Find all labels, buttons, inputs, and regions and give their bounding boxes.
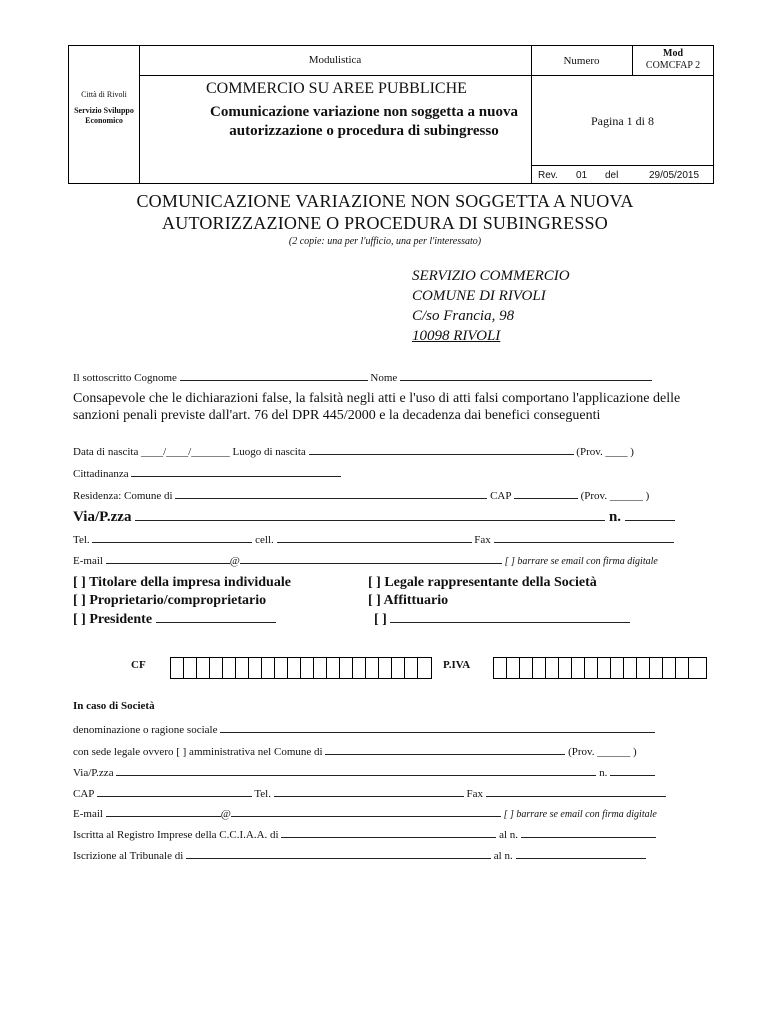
societa-email-domain-field[interactable] — [231, 805, 501, 817]
societa-email-row — [73, 805, 657, 820]
role-other-checkbox[interactable]: [ ] — [374, 612, 387, 627]
registro-label: Iscritta al Registro Imprese della C.C.I.A.A. di — [73, 829, 279, 841]
citizenship-field[interactable] — [131, 465, 341, 477]
email-domain-field[interactable] — [240, 552, 502, 564]
recipient-address — [412, 266, 570, 346]
mod-label: Mod — [663, 48, 683, 59]
cognome-label: Il sottoscritto Cognome — [73, 372, 177, 384]
societa-cap-field[interactable] — [97, 785, 252, 797]
document-header — [68, 45, 714, 184]
tribunale-number-label: al n. — [493, 850, 513, 862]
piva-input[interactable] — [493, 657, 707, 679]
piva-label: P.IVA — [443, 659, 471, 671]
registro-row — [73, 826, 656, 841]
fax-field[interactable] — [494, 531, 674, 543]
page-indicator: Pagina 1 di 8 — [591, 114, 654, 128]
divider — [139, 46, 140, 183]
societa-heading: In caso di Società — [73, 700, 155, 712]
birth-row — [73, 443, 634, 458]
nome-label: Nome — [370, 372, 398, 384]
societa-email-digital-note[interactable]: [ ] barrare se email con firma digitale — [503, 809, 657, 820]
cf-label: CF — [131, 659, 146, 671]
societa-number-label: n. — [599, 767, 608, 779]
tribunale-row — [73, 847, 646, 862]
copies-note: (2 copie: una per l'ufficio, una per l'interessato) — [288, 236, 482, 247]
address-line: SERVIZIO COMMERCIO — [412, 268, 570, 284]
main-title: COMUNICAZIONE VARIAZIONE NON SOGGETTA A NUOVA AUTORIZZAZIONE O PROCEDURA DI SUBINGRESSO — [136, 191, 634, 233]
street-number-field[interactable] — [625, 507, 675, 521]
societa-phone-row — [73, 785, 666, 800]
fax-label: Fax — [474, 534, 491, 546]
numero-label: Numero — [563, 55, 600, 67]
sede-label: con sede legale ovvero [ ] amministrativa nel Comune di — [73, 746, 323, 758]
cognome-field[interactable] — [180, 369, 368, 381]
mod-code: COMCFAP 2 — [645, 60, 701, 71]
sede-field[interactable] — [325, 743, 565, 755]
address-line: COMUNE DI RIVOLI — [412, 288, 546, 304]
registro-field[interactable] — [281, 826, 496, 838]
birth-prov: (Prov. ____ ) — [576, 446, 634, 458]
birth-label: Data di nascita ____/____/_______ Luogo di nascita — [73, 446, 306, 458]
role-proprietario-checkbox[interactable]: [ ] Proprietario/comproprietario — [73, 593, 267, 608]
citizenship-row — [73, 465, 341, 480]
department-name: Servizio Sviluppo Economico — [74, 106, 134, 125]
presidente-field[interactable] — [156, 610, 276, 623]
citizenship-label: Cittadinanza — [73, 468, 129, 480]
cap-field[interactable] — [514, 487, 578, 499]
societa-street-row — [73, 764, 655, 779]
societa-cap-label: CAP — [73, 788, 94, 800]
role-legale-checkbox[interactable]: [ ] Legale rappresentante della Società — [368, 575, 597, 590]
street-number-label: n. — [608, 509, 622, 525]
societa-tel-label: Tel. — [254, 788, 271, 800]
societa-fax-field[interactable] — [486, 785, 666, 797]
tribunale-label: Iscrizione al Tribunale di — [73, 850, 184, 862]
societa-street-field[interactable] — [116, 764, 596, 776]
modulistica-label: Modulistica — [308, 54, 362, 66]
residence-label: Residenza: Comune di — [73, 490, 173, 502]
role-presidente-checkbox[interactable]: [ ] Presidente — [73, 612, 153, 627]
societa-email-user-field[interactable] — [106, 805, 221, 817]
role-titolare-checkbox[interactable]: [ ] Titolare della impresa individuale — [73, 575, 291, 590]
sede-row — [73, 743, 637, 758]
registro-number-label: al n. — [499, 829, 519, 841]
sede-prov: (Prov. ______ ) — [568, 746, 637, 758]
email-user-field[interactable] — [106, 552, 230, 564]
societa-street-label: Via/P.zza — [73, 767, 114, 779]
tribunale-number-field[interactable] — [516, 847, 646, 859]
phone-row — [73, 531, 674, 546]
nome-field[interactable] — [400, 369, 652, 381]
denominazione-label: denominazione o ragione sociale — [73, 724, 218, 736]
street-row — [73, 507, 675, 526]
street-field[interactable] — [135, 507, 605, 521]
cognome-row — [73, 369, 652, 384]
address-line: 10098 RIVOLI — [412, 328, 501, 344]
divider — [531, 165, 714, 166]
role-options-left — [73, 574, 291, 629]
societa-tel-field[interactable] — [274, 785, 464, 797]
divider — [531, 75, 714, 76]
cell-field[interactable] — [277, 531, 472, 543]
at-symbol: @ — [220, 808, 231, 820]
rev-label: Rev. — [538, 170, 558, 181]
address-line: C/so Francia, 98 — [412, 308, 515, 324]
city-name: Città di Rivoli — [81, 90, 127, 99]
residence-field[interactable] — [175, 487, 487, 499]
societa-number-field[interactable] — [610, 764, 655, 776]
rev-date: 29/05/2015 — [649, 170, 700, 181]
societa-fax-label: Fax — [466, 788, 483, 800]
residence-prov: (Prov. ______ ) — [580, 490, 650, 502]
tribunale-field[interactable] — [186, 847, 491, 859]
email-label: E-mail — [73, 555, 103, 567]
cell-label: cell. — [255, 534, 274, 546]
tel-field[interactable] — [92, 531, 252, 543]
societa-email-label: E-mail — [73, 808, 103, 820]
tel-label: Tel. — [73, 534, 90, 546]
divider — [139, 75, 531, 76]
role-options-right — [368, 574, 630, 629]
street-label: Via/P.zza — [73, 509, 132, 525]
header-subtitle: Comunicazione variazione non soggetta a nuova autorizzazione o procedura di subingresso — [210, 104, 518, 139]
role-affittuario-checkbox[interactable]: [ ] Affittuario — [368, 593, 449, 608]
denominazione-field[interactable] — [220, 721, 655, 733]
header-title: COMMERCIO SU AREE PUBBLICHE — [206, 80, 467, 97]
birth-place-field[interactable] — [309, 443, 574, 455]
email-row — [73, 552, 658, 567]
del-label: del — [605, 170, 619, 181]
registro-number-field[interactable] — [521, 826, 656, 838]
denominazione-row — [73, 721, 655, 736]
at-symbol: @ — [229, 555, 240, 567]
declaration-text: Consapevole che le dichiarazioni false, la falsità negli atti e l'uso di atti falsi comportano l'applicazione delle sanzioni penali previste dall'art. 76 del DPR 445/2000 e la decadenza dai benefici conseguenti — [73, 391, 681, 423]
residence-row — [73, 487, 649, 502]
cap-label: CAP — [490, 490, 512, 502]
role-other-field[interactable] — [390, 610, 630, 623]
email-digital-note[interactable]: [ ] barrare se email con firma digitale — [504, 556, 658, 567]
cf-input[interactable] — [170, 657, 432, 679]
rev-number: 01 — [576, 170, 588, 181]
